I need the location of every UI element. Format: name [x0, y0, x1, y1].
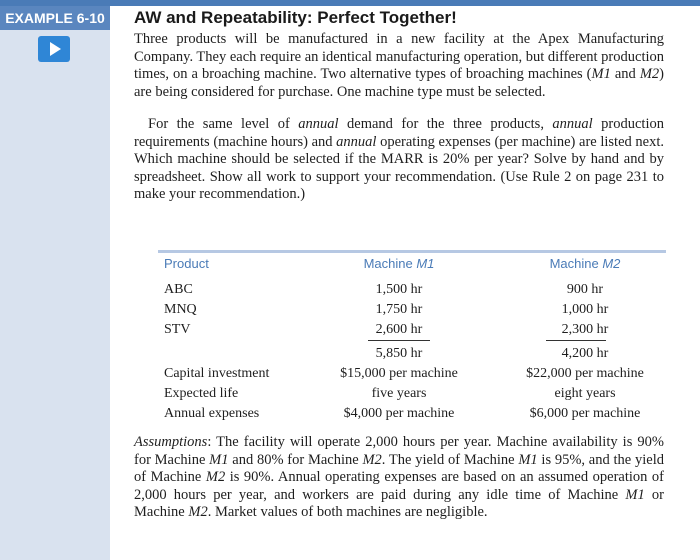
extra-m2: $22,000 per machine [526, 366, 644, 381]
row-product: MNQ [164, 302, 197, 317]
row-product: STV [164, 322, 191, 337]
play-icon [50, 42, 61, 56]
row-m2: 900 hr [566, 282, 604, 297]
row-m1: 1,500 hr [375, 282, 423, 297]
header-m1: Machine M1 [363, 256, 435, 271]
question-paragraph: For the same level of annual demand for the three products, annual production requirements (machine hours) and annual operating expenses (per machine) are listed next. Which machine should be selected if the MARR is 20% per year? Solve by hand and by spreadsheet. Show all work to support your recommendation. (Use Rule 2 on page 231 to make your recommendation.) [134, 116, 664, 202]
total-m2: 4,200 hr [561, 346, 609, 361]
row-m1: 1,750 hr [375, 302, 423, 317]
example-title: AW and Repeatability: Perfect Together! [134, 8, 457, 27]
extra-label: Capital investment [164, 366, 270, 381]
row-m2: 1,000 hr [561, 302, 609, 317]
header-product: Product [164, 256, 209, 271]
extra-m2: eight years [554, 386, 616, 401]
example-sidebar [0, 6, 110, 560]
m1-sum-rule [368, 340, 430, 341]
play-button[interactable] [38, 36, 70, 62]
extra-m1: five years [371, 386, 427, 401]
extra-label: Annual expenses [164, 406, 260, 421]
row-product: ABC [164, 282, 193, 297]
extra-m1: $15,000 per machine [340, 366, 458, 381]
header-m2: Machine M2 [549, 256, 621, 271]
total-m1: 5,850 hr [375, 346, 423, 361]
row-m2: 2,300 hr [561, 322, 609, 337]
row-m1: 2,600 hr [375, 322, 423, 337]
example-label: EXAMPLE 6-10 [0, 6, 110, 30]
table-header-rule [158, 250, 666, 253]
extra-label: Expected life [164, 386, 239, 401]
assumptions-paragraph: Assumptions: The facility will operate 2,000 hours per year. Machine availability is 90% for Machine M1 and 80% for Machine M2. The yield of Machine M1 is 95%, and the yield of Machine M2 is 90%. Annual operating expenses are based on an assumed operation of 2,000 hours per year, and workers are paid during any idle time of Machine M1 or Machine M2. Market values of both machines are negligible. [134, 434, 664, 520]
extra-m1: $4,000 per machine [343, 406, 455, 421]
intro-paragraph: Three products will be manufactured in a new facility at the Apex Manufacturing Company. They each require an identical manufacturing operation, but different production times, on a broaching machine. Two alternative types of broaching machines (M1 and M2) are being considered for purchase. One machine type must be selected. [134, 31, 665, 100]
machine-table [158, 250, 666, 430]
extra-m2: $6,000 per machine [529, 406, 641, 421]
m2-sum-rule [546, 340, 606, 341]
